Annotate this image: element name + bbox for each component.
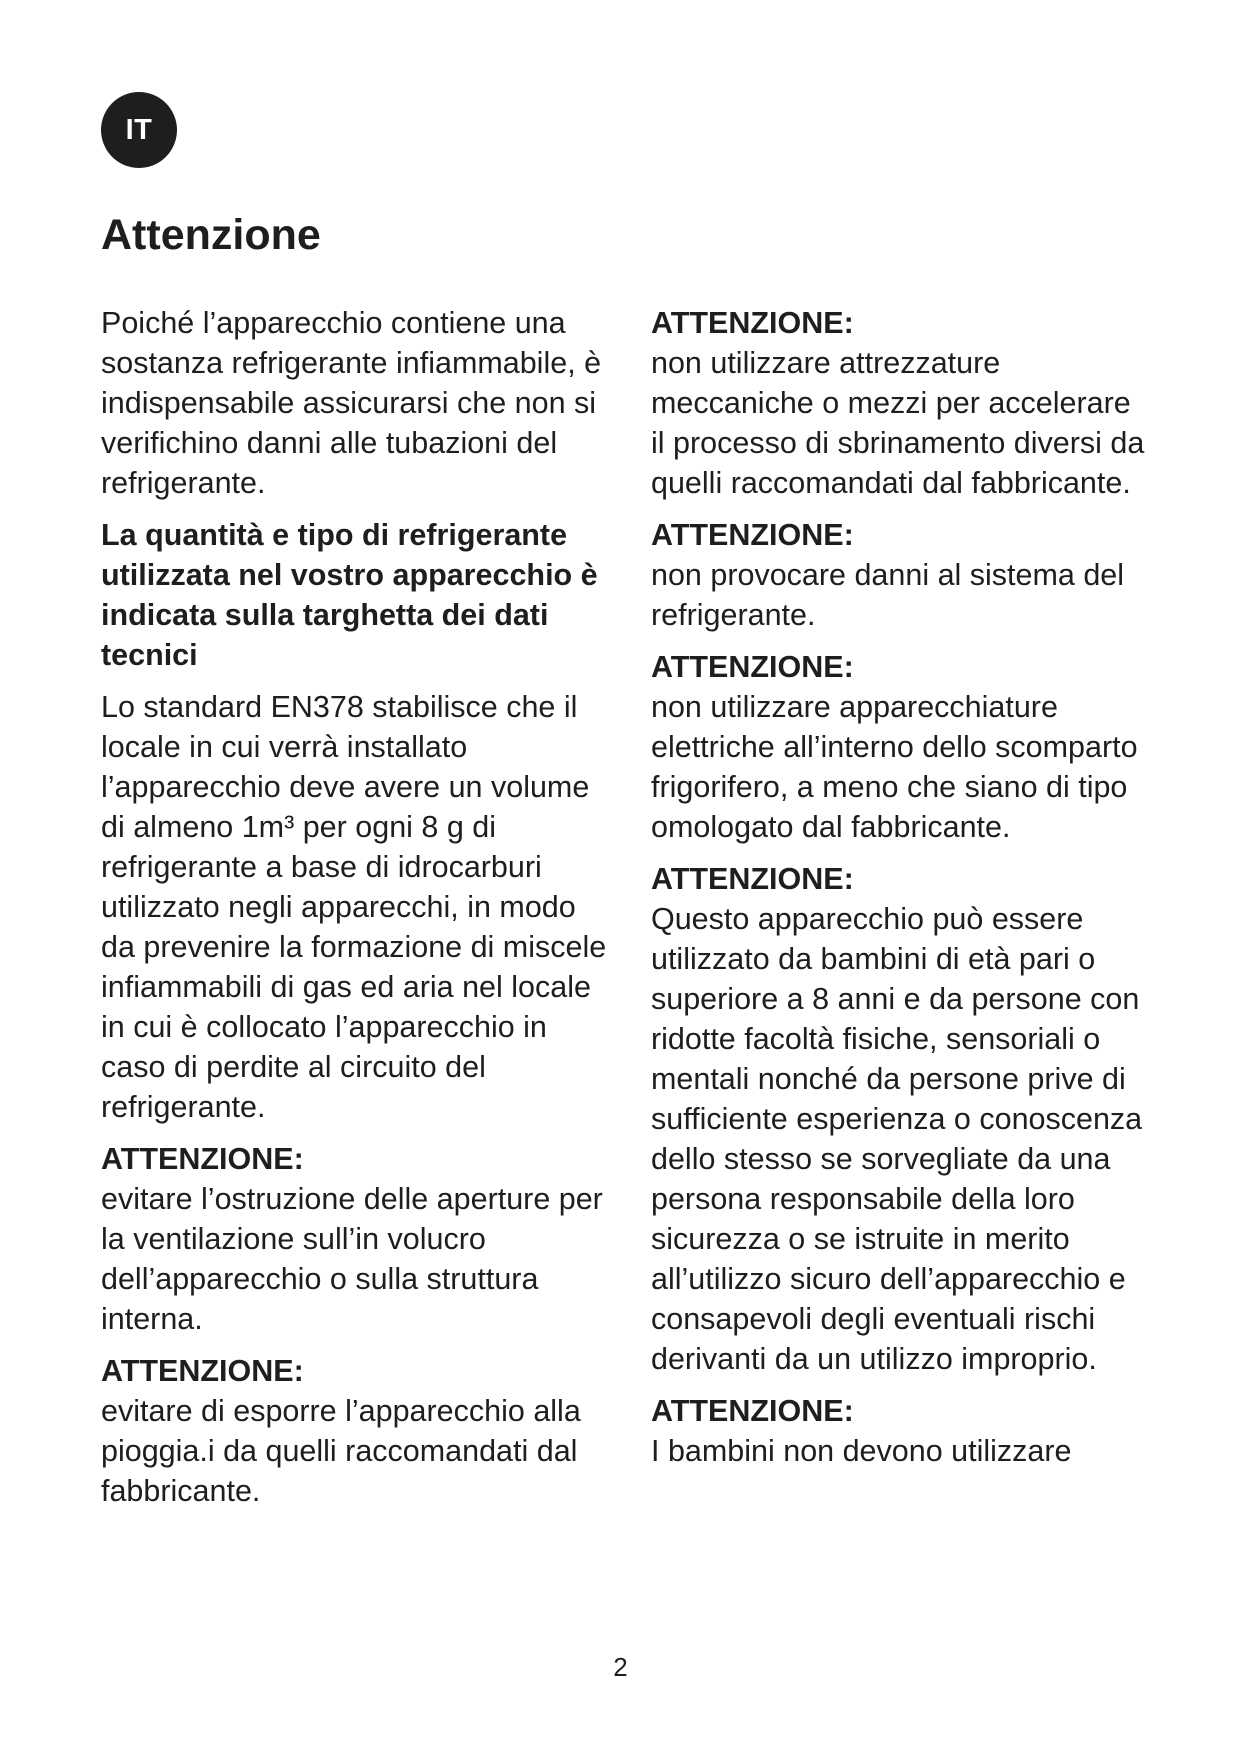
warning-text: non provocare danni al sistema del refrigerante. — [651, 558, 1125, 632]
page-title: Attenzione — [101, 211, 321, 259]
warning-text: non utilizzare apparecchiature elettriche all’interno dello scomparto frigorifero, a meno che siano di tipo omologato dal fabbricante. — [651, 690, 1138, 844]
warning-heading: ATTENZIONE: — [651, 1394, 854, 1428]
warning-block — [651, 1391, 1151, 1471]
warning-heading: ATTENZIONE: — [651, 650, 854, 684]
warning-block — [651, 515, 1151, 635]
refrigerant-note: La quantità e tipo di refrigerante utilizzata nel vostro apparecchio è indicata sulla targhetta dei dati tecnici — [101, 518, 598, 672]
right-column — [651, 303, 1151, 1483]
warning-heading: ATTENZIONE: — [101, 1354, 304, 1388]
warning-block — [101, 1351, 611, 1511]
intro-paragraph: Poiché l’apparecchio contiene una sostanza refrigerante infiammabile, è indispensabile assicurarsi che non si verifichino danni alle tubazioni del refrigerante. — [101, 306, 602, 500]
standard-paragraph: Lo standard EN378 stabilisce che il locale in cui verrà installato l’apparecchio deve avere un volume di almeno 1m³ per ogni 8 g di refrigerante a base di idrocarburi utilizzato negli apparecchi, in modo da prevenire la formazione di miscele infiammabili di gas ed aria nel locale in cui è collocato l’apparecchio in caso di perdite al circuito del refrigerante. — [101, 690, 607, 1124]
page-number: 2 — [613, 1652, 628, 1682]
warning-block — [651, 859, 1151, 1379]
warning-text: Questo apparecchio può essere utilizzato da bambini di età pari o superiore a 8 anni e da persone con ridotte facoltà fisiche, sensoriali o mentali nonché da persone prive di sufficiente esperienza o conoscenza dello stesso se sorvegliate da una persona responsabile della loro sicurezza o se istruite in merito all’utilizzo sicuro dell’apparecchio e consapevoli degli eventuali rischi derivanti da un utilizzo improprio. — [651, 902, 1143, 1376]
warning-text: I bambini non devono utilizzare — [651, 1434, 1072, 1468]
left-column — [101, 303, 611, 1523]
warning-block — [651, 303, 1151, 503]
language-code: IT — [125, 113, 153, 146]
warning-heading: ATTENZIONE: — [651, 306, 854, 340]
warning-heading: ATTENZIONE: — [651, 862, 854, 896]
warning-text: evitare l’ostruzione delle aperture per la ventilazione sull’in volucro dell’apparecchio o sulla struttura interna. — [101, 1182, 603, 1336]
warning-block — [651, 647, 1151, 847]
warning-text: evitare di esporre l’apparecchio alla pioggia.i da quelli raccomandati dal fabbricante. — [101, 1394, 581, 1508]
warning-block — [101, 1139, 611, 1339]
warning-heading: ATTENZIONE: — [101, 1142, 304, 1176]
warning-heading: ATTENZIONE: — [651, 518, 854, 552]
language-badge — [101, 92, 177, 168]
warning-text: non utilizzare attrezzature meccaniche o mezzi per accelerare il processo di sbrinamento diversi da quelli raccomandati dal fabbricante. — [651, 346, 1145, 500]
